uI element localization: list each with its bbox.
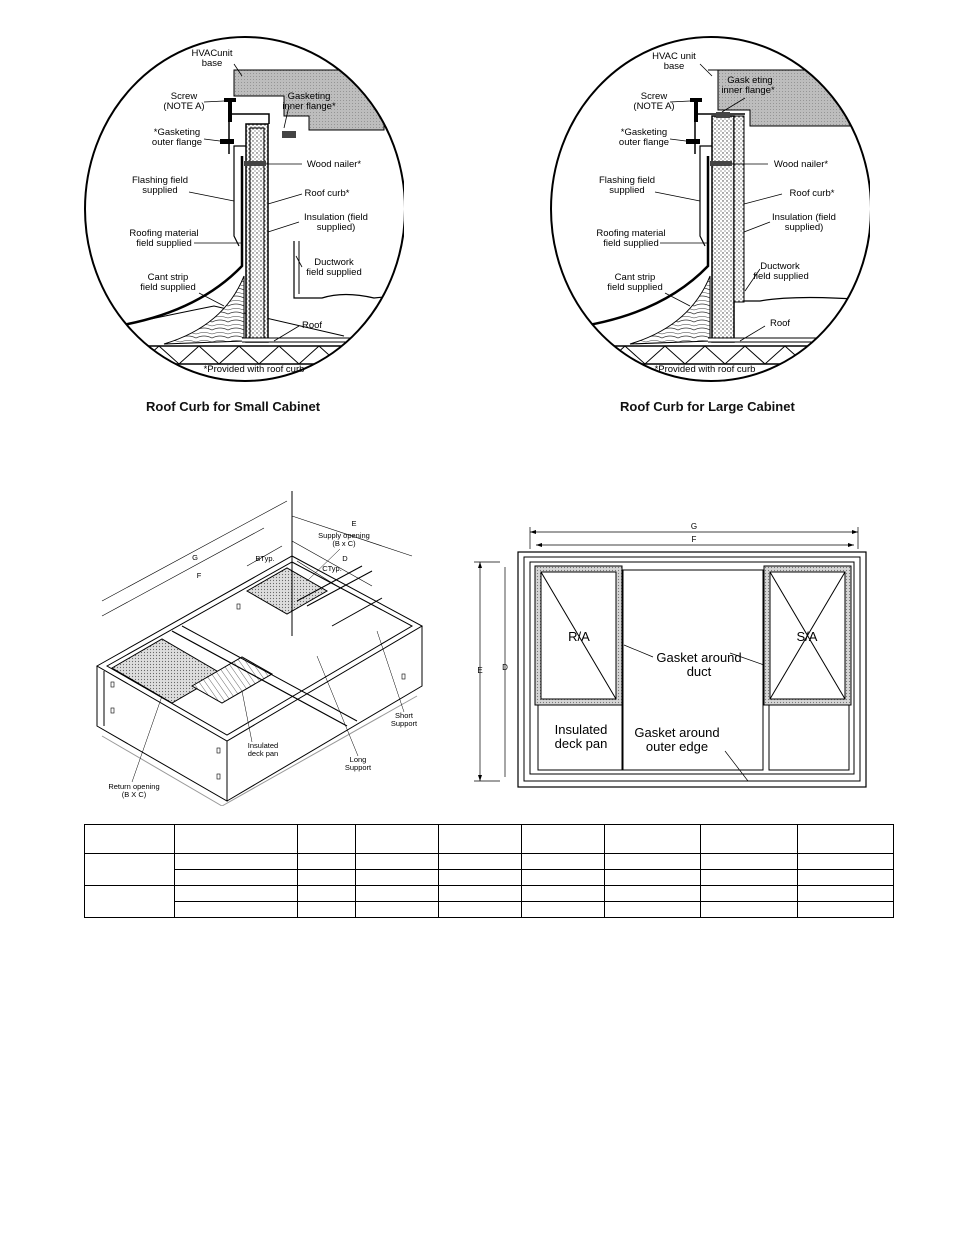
table-cell — [522, 870, 605, 886]
plan-sa-label: S/A — [796, 629, 818, 644]
table-cell — [298, 870, 356, 886]
table-cell — [175, 902, 298, 918]
table-cell — [605, 854, 701, 870]
label-screw-1: Screw — [640, 91, 668, 102]
label-wood-nailer: Wood nailer* — [306, 159, 362, 170]
label-roof-curb: Roof curb* — [304, 188, 350, 199]
table-cell — [356, 825, 439, 854]
iso-dim-d: D — [342, 554, 348, 563]
table-cell — [85, 825, 175, 854]
table-cell — [798, 870, 894, 886]
table-cell — [701, 854, 798, 870]
iso-long-support-1: Long — [349, 755, 367, 764]
label-roofing-material-2: field supplied — [603, 238, 659, 249]
table-cell — [298, 825, 356, 854]
label-cant-strip-2: field supplied — [607, 282, 663, 293]
label-hvac-unit-base-1: HVAC unit — [652, 51, 696, 62]
label-ductwork-2: field supplied — [753, 271, 809, 282]
label-gasketing-outer-2: outer flange — [151, 137, 203, 148]
label-hvac-unit-base-2: base — [663, 61, 685, 72]
table-row — [85, 825, 894, 854]
table-cell — [701, 870, 798, 886]
label-roof-curb: Roof curb* — [789, 188, 835, 199]
iso-supply-opening-2: (B x C) — [332, 539, 356, 548]
label-screw-2: (NOTE A) — [633, 101, 675, 112]
plan-gasket-duct-2: duct — [686, 664, 712, 679]
iso-dim-g: G — [192, 553, 198, 562]
table-cell — [701, 886, 798, 902]
label-gasketing-outer-1: *Gasketing — [153, 127, 201, 138]
iso-long-support-2: Support — [344, 763, 372, 772]
label-screw-2: (NOTE A) — [163, 101, 205, 112]
table-cell — [701, 902, 798, 918]
label-insulation-2: supplied) — [784, 222, 824, 233]
roof-curb-large-diagram — [550, 36, 870, 416]
table-cell — [175, 825, 298, 854]
table-row — [85, 870, 894, 886]
label-screw-1: Screw — [170, 91, 198, 102]
label-ductwork-1: Ductwork — [314, 257, 354, 268]
plan-gasket-duct-1: Gasket around — [656, 650, 742, 665]
table-cell — [298, 886, 356, 902]
iso-short-support-1: Short — [395, 711, 413, 720]
table-cell — [798, 886, 894, 902]
table-cell — [356, 870, 439, 886]
label-hvac-unit-base-1: HVACunit — [191, 48, 233, 59]
plan-ra-label: R/A — [568, 629, 590, 644]
table-cell — [522, 825, 605, 854]
plan-dim-g: G — [690, 522, 698, 531]
label-wood-nailer: Wood nailer* — [773, 159, 829, 170]
caption-large-cabinet: Roof Curb for Large Cabinet — [620, 399, 795, 414]
label-flashing-1: Flashing field — [599, 175, 655, 186]
label-gasketing-inner-2: inner flange* — [282, 101, 336, 112]
label-hvac-unit-base-2: base — [201, 58, 223, 69]
iso-b-typ: BTyp. — [255, 554, 275, 563]
label-flashing-2: supplied — [609, 185, 645, 196]
label-roofing-material-1: Roofing material — [129, 228, 199, 239]
label-provided: *Provided with roof curb — [654, 364, 756, 375]
plan-dim-e: E — [477, 666, 483, 675]
plan-insulated-deck-pan-2: deck pan — [554, 736, 608, 751]
label-flashing-1: Flashing field — [132, 175, 188, 186]
iso-insulated-deck-pan-2: deck pan — [247, 749, 279, 758]
dimensions-table — [84, 824, 894, 918]
roof-curb-small-diagram — [84, 36, 404, 416]
plan-gasket-outer-1: Gasket around — [634, 725, 720, 740]
table-cell — [439, 854, 522, 870]
table-cell — [439, 870, 522, 886]
table-cell — [798, 902, 894, 918]
label-ductwork-2: field supplied — [306, 267, 362, 278]
table-cell — [798, 854, 894, 870]
table-row — [85, 854, 894, 870]
label-roofing-material-2: field supplied — [136, 238, 192, 249]
label-insulation-1: Insulation (field — [772, 212, 836, 223]
label-roof: Roof — [301, 320, 323, 331]
table-cell — [175, 854, 298, 870]
plan-dim-d: D — [502, 663, 508, 672]
label-cant-strip-1: Cant strip — [614, 272, 656, 283]
isometric-curb-diagram — [92, 486, 432, 806]
table-cell — [85, 854, 175, 886]
table-cell — [85, 886, 175, 918]
table-cell — [522, 854, 605, 870]
iso-insulated-deck-pan-1: Insulated — [247, 741, 279, 750]
label-provided: *Provided with roof curb — [203, 364, 305, 375]
table-cell — [798, 825, 894, 854]
caption-small-cabinet: Roof Curb for Small Cabinet — [146, 399, 321, 414]
label-gasketing-inner-2: inner flange* — [721, 85, 775, 96]
iso-short-support-2: Support — [390, 719, 418, 728]
iso-return-opening-1: Return opening — [108, 782, 160, 791]
label-gasketing-outer-1: *Gasketing — [620, 127, 668, 138]
table-cell — [298, 854, 356, 870]
table-cell — [175, 886, 298, 902]
table-cell — [356, 854, 439, 870]
table-cell — [298, 902, 356, 918]
plan-insulated-deck-pan-1: Insulated — [554, 722, 608, 737]
table-cell — [522, 886, 605, 902]
label-insulation-2: supplied) — [316, 222, 356, 233]
table-cell — [439, 886, 522, 902]
iso-dim-f: F — [196, 571, 202, 580]
iso-return-opening-2: (B X C) — [121, 790, 147, 799]
plan-dim-f: F — [691, 535, 697, 544]
label-gasketing-inner-1: Gask eting — [727, 75, 773, 86]
label-cant-strip-1: Cant strip — [147, 272, 189, 283]
plan-gasket-outer-2: outer edge — [645, 739, 709, 754]
table-cell — [439, 825, 522, 854]
table-cell — [701, 825, 798, 854]
table-cell — [356, 886, 439, 902]
label-flashing-2: supplied — [142, 185, 178, 196]
label-gasketing-inner-1: Gasketing — [287, 91, 331, 102]
label-ductwork-1: Ductwork — [760, 261, 800, 272]
table-cell — [605, 870, 701, 886]
plan-view-diagram — [470, 515, 876, 797]
table-cell — [356, 902, 439, 918]
table-row — [85, 902, 894, 918]
iso-dim-e: E — [351, 519, 357, 528]
table-cell — [175, 870, 298, 886]
label-roof: Roof — [769, 318, 791, 329]
table-cell — [605, 886, 701, 902]
label-insulation-1: Insulation (field — [304, 212, 368, 223]
table-row — [85, 886, 894, 902]
table-cell — [605, 902, 701, 918]
label-roofing-material-1: Roofing material — [596, 228, 666, 239]
iso-c-typ: CTyp. — [322, 564, 342, 573]
table-cell — [605, 825, 701, 854]
label-cant-strip-2: field supplied — [140, 282, 196, 293]
table-cell — [439, 902, 522, 918]
label-gasketing-outer-2: outer flange — [618, 137, 670, 148]
table-cell — [522, 902, 605, 918]
iso-supply-opening-1: Supply opening — [318, 531, 370, 540]
